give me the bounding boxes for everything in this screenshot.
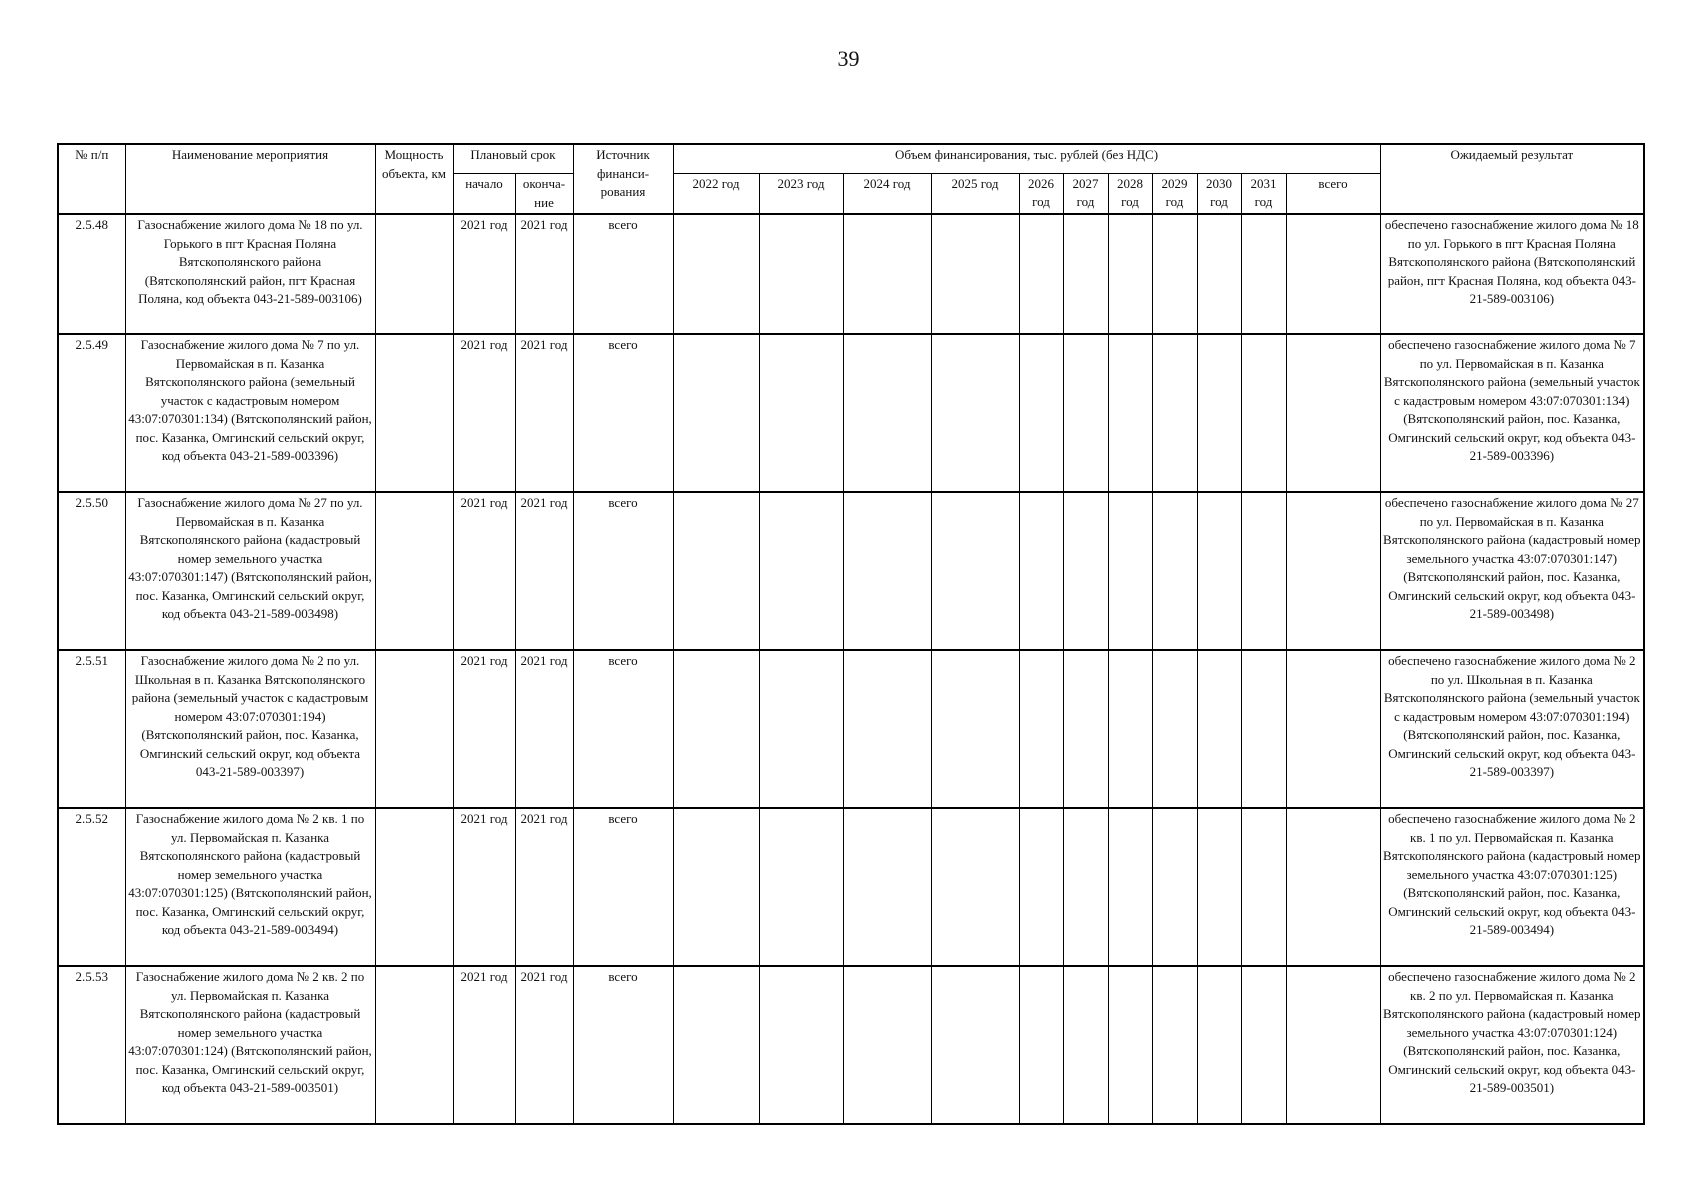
row-value: [1197, 966, 1241, 1124]
col-header-year: 2029 год: [1152, 174, 1197, 215]
row-name: Газоснабжение жилого дома № 18 по ул. Горького в пгт Красная Поляна Вятскополянского района (Вятскополянский район, пгт Красная Поляна, код объекта 043-21-589-003106): [125, 214, 375, 334]
row-value: [673, 492, 759, 650]
col-header-name: Наименование мероприятия: [125, 144, 375, 214]
col-header-year: 2027 год: [1063, 174, 1108, 215]
row-value: [759, 966, 843, 1124]
row-total: [1286, 808, 1380, 966]
col-header-term-start: начало: [453, 174, 515, 215]
row-result: обеспечено газоснабжение жилого дома № 2 кв. 1 по ул. Первомайская п. Казанка Вятскополянского района (кадастровый номер земельного участка 43:07:070301:125) (Вятскополянский район, пос. Казанка, Омгинский сельский округ, код объекта 043-21-589-003494): [1380, 808, 1644, 966]
row-value: [843, 808, 931, 966]
col-header-year: 2028 год: [1108, 174, 1152, 215]
row-end: 2021 год: [515, 214, 573, 334]
row-value: [673, 214, 759, 334]
row-value: [1019, 334, 1063, 492]
row-value: [1108, 808, 1152, 966]
col-header-year: 2031 год: [1241, 174, 1286, 215]
row-source: всего: [573, 214, 673, 334]
row-num: 2.5.52: [58, 808, 125, 966]
row-capacity: [375, 334, 453, 492]
col-header-num: № п/п: [58, 144, 125, 214]
row-result: обеспечено газоснабжение жилого дома № 7 по ул. Первомайская в п. Казанка Вятскополянского района (земельный участок с кадастровым номером 43:07:070301:134) (Вятскополянский район, пос. Казанка, Омгинский сельский округ, код объекта 043-21-589-003396): [1380, 334, 1644, 492]
row-value: [1108, 492, 1152, 650]
row-value: [1108, 214, 1152, 334]
row-result: обеспечено газоснабжение жилого дома № 18 по ул. Горького в пгт Красная Поляна Вятскополянского района (Вятскополянский район, пгт Красная Поляна, код объекта 043-21-589-003106): [1380, 214, 1644, 334]
row-value: [1019, 650, 1063, 808]
row-value: [1197, 334, 1241, 492]
row-value: [1197, 492, 1241, 650]
row-num: 2.5.53: [58, 966, 125, 1124]
row-capacity: [375, 808, 453, 966]
row-value: [843, 492, 931, 650]
row-value: [1197, 650, 1241, 808]
row-total: [1286, 966, 1380, 1124]
col-header-term: Плановый срок: [453, 144, 573, 174]
row-num: 2.5.50: [58, 492, 125, 650]
row-value: [843, 966, 931, 1124]
row-result: обеспечено газоснабжение жилого дома № 2 кв. 2 по ул. Первомайская п. Казанка Вятскополянского района (кадастровый номер земельного участка 43:07:070301:124) (Вятскополянский район, пос. Казанка, Омгинский сельский округ, код объекта 043-21-589-003501): [1380, 966, 1644, 1124]
table-row: [58, 808, 1644, 966]
row-value: [673, 650, 759, 808]
row-start: 2021 год: [453, 650, 515, 808]
table-row: [58, 650, 1644, 808]
row-value: [759, 214, 843, 334]
row-name: Газоснабжение жилого дома № 7 по ул. Первомайская в п. Казанка Вятскополянского района (земельный участок с кадастровым номером 43:07:070301:134) (Вятскополянский район, пос. Казанка, Омгинский сельский округ, код объекта 043-21-589-003396): [125, 334, 375, 492]
row-value: [931, 650, 1019, 808]
row-value: [931, 214, 1019, 334]
row-source: всего: [573, 966, 673, 1124]
row-value: [843, 650, 931, 808]
row-source: всего: [573, 492, 673, 650]
row-value: [1241, 334, 1286, 492]
col-header-source: Источник финанси-рования: [573, 144, 673, 214]
table-row: [58, 492, 1644, 650]
row-value: [759, 650, 843, 808]
col-header-year: 2025 год: [931, 174, 1019, 215]
row-end: 2021 год: [515, 966, 573, 1124]
row-result: обеспечено газоснабжение жилого дома № 2 по ул. Школьная в п. Казанка Вятскополянского района (земельный участок с кадастровым номером 43:07:070301:194) (Вятскополянский район, пос. Казанка, Омгинский сельский округ, код объекта 043-21-589-003397): [1380, 650, 1644, 808]
row-value: [759, 492, 843, 650]
row-value: [843, 214, 931, 334]
row-value: [843, 334, 931, 492]
row-name: Газоснабжение жилого дома № 27 по ул. Первомайская в п. Казанка Вятскополянского района (кадастровый номер земельного участка 43:07:070301:147) (Вятскополянский район, пос. Казанка, Омгинский сельский округ, код объекта 043-21-589-003498): [125, 492, 375, 650]
row-num: 2.5.51: [58, 650, 125, 808]
row-value: [1241, 650, 1286, 808]
row-name: Газоснабжение жилого дома № 2 кв. 2 по ул. Первомайская п. Казанка Вятскополянского района (кадастровый номер земельного участка 43:07:070301:124) (Вятскополянский район, пос. Казанка, Омгинский сельский округ, код объекта 043-21-589-003501): [125, 966, 375, 1124]
row-total: [1286, 214, 1380, 334]
row-value: [1019, 492, 1063, 650]
row-value: [1241, 808, 1286, 966]
row-start: 2021 год: [453, 492, 515, 650]
col-header-year: 2024 год: [843, 174, 931, 215]
row-value: [1152, 492, 1197, 650]
row-total: [1286, 650, 1380, 808]
row-total: [1286, 492, 1380, 650]
row-value: [1063, 334, 1108, 492]
row-value: [1108, 334, 1152, 492]
col-header-year: 2026 год: [1019, 174, 1063, 215]
row-value: [759, 808, 843, 966]
row-start: 2021 год: [453, 334, 515, 492]
row-value: [1197, 808, 1241, 966]
row-value: [1063, 966, 1108, 1124]
row-end: 2021 год: [515, 492, 573, 650]
row-value: [1152, 334, 1197, 492]
row-source: всего: [573, 650, 673, 808]
col-header-result: Ожидаемый результат: [1380, 144, 1644, 214]
row-value: [1152, 966, 1197, 1124]
col-header-year: 2023 год: [759, 174, 843, 215]
row-value: [1063, 214, 1108, 334]
row-value: [931, 492, 1019, 650]
col-header-year: 2022 год: [673, 174, 759, 215]
row-value: [1019, 808, 1063, 966]
col-header-year: 2030 год: [1197, 174, 1241, 215]
row-value: [1108, 650, 1152, 808]
row-value: [1197, 214, 1241, 334]
row-num: 2.5.48: [58, 214, 125, 334]
row-capacity: [375, 966, 453, 1124]
row-end: 2021 год: [515, 650, 573, 808]
row-source: всего: [573, 808, 673, 966]
row-value: [1108, 966, 1152, 1124]
row-start: 2021 год: [453, 214, 515, 334]
row-capacity: [375, 214, 453, 334]
row-value: [673, 808, 759, 966]
row-name: Газоснабжение жилого дома № 2 кв. 1 по ул. Первомайская п. Казанка Вятскополянского района (кадастровый номер земельного участка 43:07:070301:125) (Вятскополянский район, пос. Казанка, Омгинский сельский округ, код объекта 043-21-589-003494): [125, 808, 375, 966]
table-row: [58, 334, 1644, 492]
row-value: [1152, 650, 1197, 808]
row-value: [1152, 214, 1197, 334]
row-value: [1241, 214, 1286, 334]
row-value: [931, 808, 1019, 966]
col-header-capacity: Мощность объекта, км: [375, 144, 453, 214]
row-value: [1152, 808, 1197, 966]
row-source: всего: [573, 334, 673, 492]
row-result: обеспечено газоснабжение жилого дома № 27 по ул. Первомайская в п. Казанка Вятскополянского района (кадастровый номер земельного участка 43:07:070301:147) (Вятскополянский район, пос. Казанка, Омгинский сельский округ, код объекта 043-21-589-003498): [1380, 492, 1644, 650]
col-header-term-end: оконча-ние: [515, 174, 573, 215]
financing-plan-table: [57, 143, 1645, 1125]
row-value: [1019, 214, 1063, 334]
row-name: Газоснабжение жилого дома № 2 по ул. Школьная в п. Казанка Вятскополянского района (земельный участок с кадастровым номером 43:07:070301:194) (Вятскополянский район, пос. Казанка, Омгинский сельский округ, код объекта 043-21-589-003397): [125, 650, 375, 808]
row-value: [1241, 966, 1286, 1124]
table-row: [58, 214, 1644, 334]
row-end: 2021 год: [515, 334, 573, 492]
row-value: [1063, 650, 1108, 808]
row-capacity: [375, 650, 453, 808]
row-capacity: [375, 492, 453, 650]
row-value: [1241, 492, 1286, 650]
col-header-total: всего: [1286, 174, 1380, 215]
col-header-financing: Объем финансирования, тыс. рублей (без НДС): [673, 144, 1380, 174]
row-value: [673, 334, 759, 492]
row-start: 2021 год: [453, 966, 515, 1124]
row-value: [673, 966, 759, 1124]
row-value: [931, 334, 1019, 492]
row-num: 2.5.49: [58, 334, 125, 492]
row-start: 2021 год: [453, 808, 515, 966]
page-number: 39: [837, 46, 860, 71]
row-value: [931, 966, 1019, 1124]
table-row: [58, 966, 1644, 1124]
row-value: [759, 334, 843, 492]
row-value: [1063, 808, 1108, 966]
row-total: [1286, 334, 1380, 492]
row-end: 2021 год: [515, 808, 573, 966]
row-value: [1063, 492, 1108, 650]
row-value: [1019, 966, 1063, 1124]
